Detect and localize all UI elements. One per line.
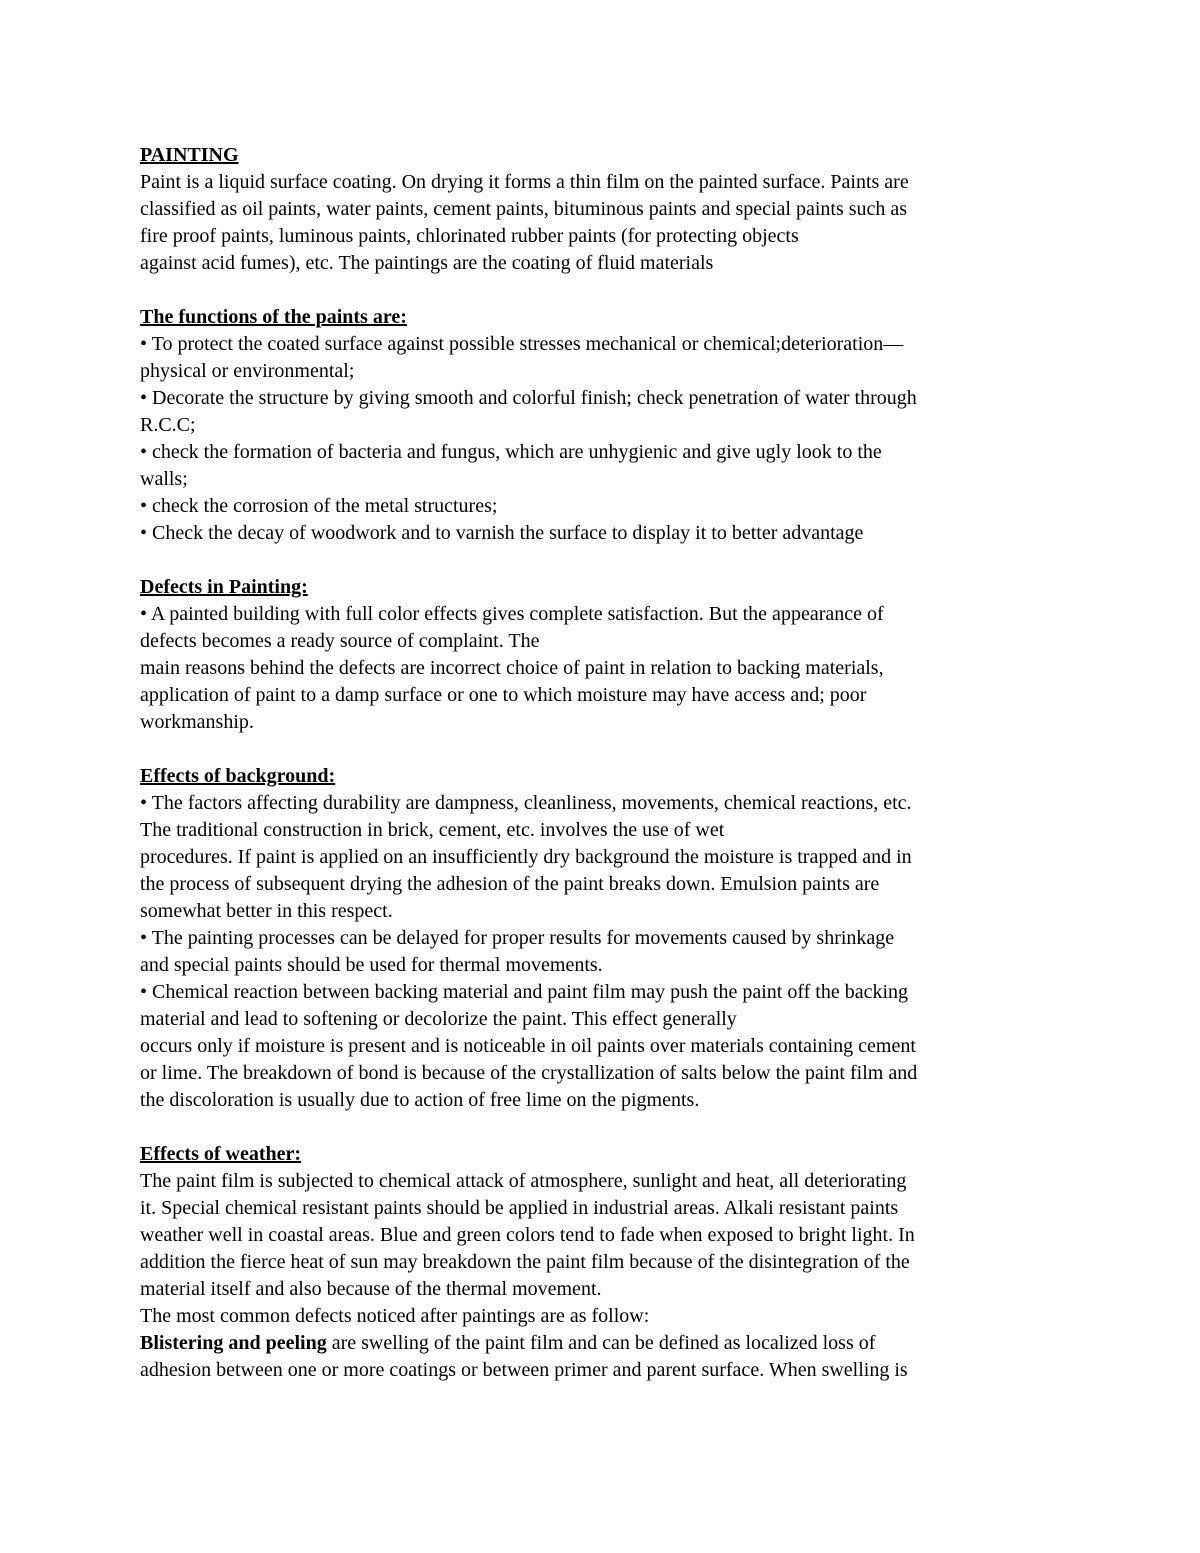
functions-line: R.C.C; [140, 414, 196, 436]
blistering-definition: are swelling of the paint film and can be defined as localized loss of [326, 1332, 876, 1354]
paragraph-gap [140, 277, 1060, 304]
background-line: occurs only if moisture is present and is noticeable in oil paints over materials containing cement [140, 1035, 916, 1057]
background-line: the process of subsequent drying the adhesion of the paint breaks down. Emulsion paints are [140, 873, 880, 895]
background-line: procedures. If paint is applied on an insufficiently dry background the moisture is trapped and in [140, 846, 912, 868]
functions-heading: The functions of the paints are: [140, 306, 407, 328]
background-line: and special paints should be used for thermal movements. [140, 954, 603, 976]
defects-line: workmanship. [140, 711, 254, 733]
weather-line: addition the fierce heat of sun may breakdown the paint film because of the disintegration of the [140, 1251, 910, 1273]
weather-line: The paint film is subjected to chemical attack of atmosphere, sunlight and heat, all deteriorating [140, 1170, 907, 1192]
background-line: material and lead to softening or decolorize the paint. This effect generally [140, 1008, 737, 1030]
weather-line: adhesion between one or more coatings or between primer and parent surface. When swelling is [140, 1359, 908, 1381]
page-title: PAINTING [140, 144, 239, 166]
defects-line: defects becomes a ready source of complaint. The [140, 630, 540, 652]
background-line: • Chemical reaction between backing material and paint film may push the paint off the backing [140, 981, 909, 1003]
functions-line: physical or environmental; [140, 360, 355, 382]
weather-line: material itself and also because of the thermal movement. [140, 1278, 602, 1300]
functions-line: walls; [140, 468, 188, 490]
blistering-term: Blistering and peeling [140, 1332, 327, 1354]
intro-line: against acid fumes), etc. The paintings are the coating of fluid materials [140, 252, 714, 274]
functions-line: • check the formation of bacteria and fungus, which are unhygienic and give ugly look to the [140, 441, 882, 463]
paragraph-gap [140, 547, 1060, 574]
paragraph-gap [140, 1114, 1060, 1141]
weather-heading: Effects of weather: [140, 1143, 302, 1165]
defects-line: • A painted building with full color effects gives complete satisfaction. But the appearance of [140, 603, 884, 625]
functions-line: • Decorate the structure by giving smooth and colorful finish; check penetration of water through [140, 387, 917, 409]
paragraph-gap [140, 736, 1060, 763]
intro-line: Paint is a liquid surface coating. On drying it forms a thin film on the painted surface. Paints are [140, 171, 909, 193]
background-line: the discoloration is usually due to action of free lime on the pigments. [140, 1089, 700, 1111]
intro-line: fire proof paints, luminous paints, chlorinated rubber paints (for protecting objects [140, 225, 799, 247]
document-page [140, 142, 1060, 1384]
defects-line: application of paint to a damp surface or one to which moisture may have access and; poor [140, 684, 867, 706]
functions-line: • To protect the coated surface against possible stresses mechanical or chemical;deterioration— [140, 333, 904, 355]
weather-line: The most common defects noticed after paintings are as follow: [140, 1305, 650, 1327]
background-heading: Effects of background: [140, 765, 336, 787]
defects-heading: Defects in Painting: [140, 576, 308, 598]
blistering-line [140, 1330, 1060, 1357]
background-line: The traditional construction in brick, cement, etc. involves the use of wet [140, 819, 725, 841]
background-line: somewhat better in this respect. [140, 900, 393, 922]
background-line: • The painting processes can be delayed for proper results for movements caused by shrinkage [140, 927, 895, 949]
functions-line: • check the corrosion of the metal structures; [140, 495, 498, 517]
background-line: • The factors affecting durability are dampness, cleanliness, movements, chemical reactions, etc. [140, 792, 912, 814]
functions-line: • Check the decay of woodwork and to varnish the surface to display it to better advantage [140, 522, 864, 544]
intro-line: classified as oil paints, water paints, cement paints, bituminous paints and special paints such as [140, 198, 908, 220]
weather-line: weather well in coastal areas. Blue and green colors tend to fade when exposed to bright light. In [140, 1224, 915, 1246]
defects-line: main reasons behind the defects are incorrect choice of paint in relation to backing materials, [140, 657, 884, 679]
background-line: or lime. The breakdown of bond is because of the crystallization of salts below the paint film and [140, 1062, 918, 1084]
weather-line: it. Special chemical resistant paints should be applied in industrial areas. Alkali resistant paints [140, 1197, 899, 1219]
